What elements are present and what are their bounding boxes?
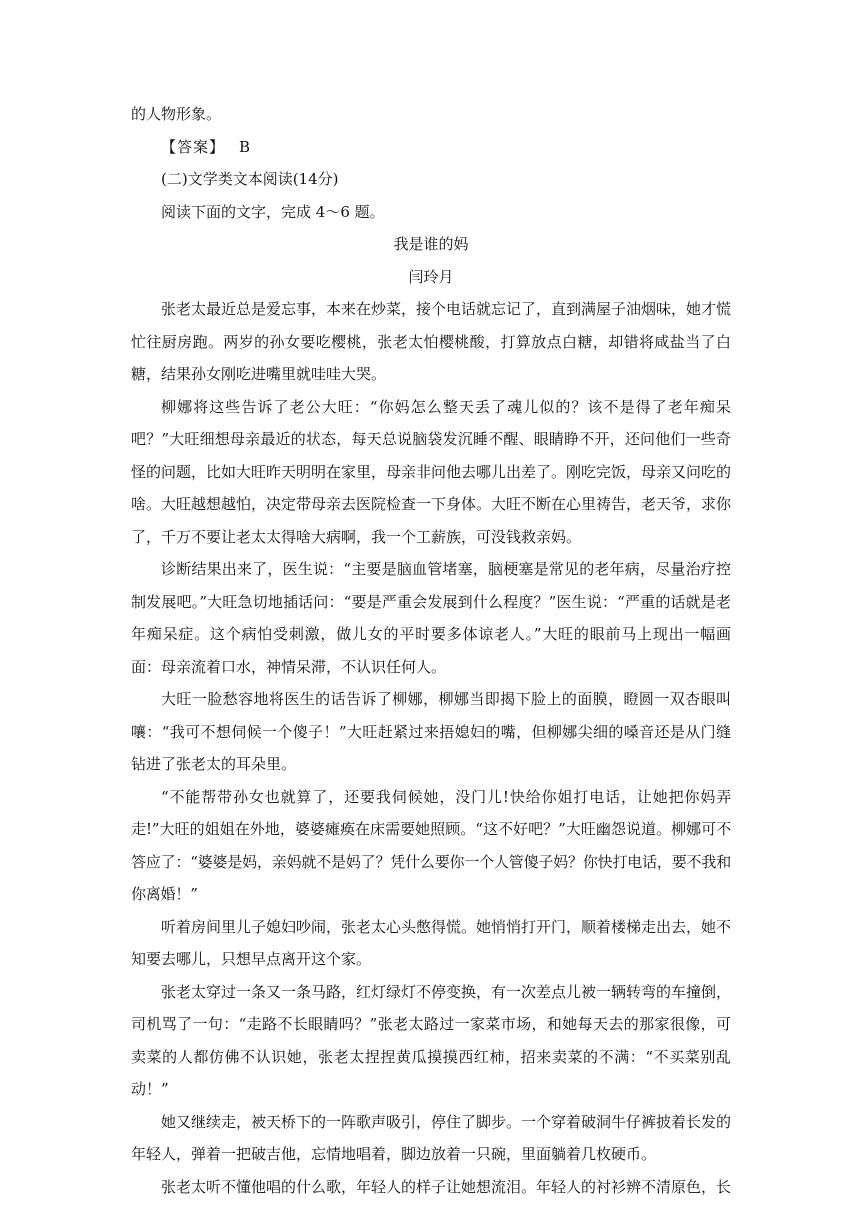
reading-instruction: 阅读下面的文字，完成 4～6 题。: [161, 202, 385, 221]
story-paragraph: 她又继续走，被天桥下的一阵歌声吸引，停住了脚步。一个穿着破洞牛仔裤披着长发的年轻人，弹着一把破吉他，忘情地唱着，脚边放着一只碗，里面躺着几枚硬币。: [131, 1112, 732, 1163]
answer-line: [131, 131, 731, 164]
story-paragraph: 张老太听不懂他唱的什么歌，年轻人的样子让她想流泪。年轻人的衬衫辨不清原色，长: [161, 1177, 732, 1196]
story-paragraph: 张老太最近总是爱忘事，本来在炒菜，接个电话就忘记了，直到满屋子油烟味，她才慌忙往厨房跑。两岁的孙女要吃樱桃，张老太怕樱桃酸，打算放点白糖，却错将咸盐当了白糖，结果孙女刚吃进嘴里就哇哇大哭。: [131, 300, 732, 383]
carryover-line: 的人物形象。: [131, 105, 222, 123]
story-title: 我是谁的妈: [393, 235, 469, 253]
story-paragraph: 诊断结果出来了，医生说：“主要是脑血管堵塞，脑梗塞是常见的老年病，尽量治疗控制发展吧。”大旺急切地插话问：“要是严重会发展到什么程度？”医生说：“严重的话就是老年痴呆症。这个病怕受刺激，做儿女的平时要多体谅老人。”大旺的眼前马上现出一幅画面：母亲流着口水，神情呆滞，不认识任何人。: [131, 560, 731, 676]
answer-value: B: [239, 137, 251, 156]
story-paragraph: “不能帮带孙女也就算了，还要我伺候她，没门儿!快给你姐打电话，让她把你妈弄走!”大旺的姐姐在外地，婆婆瘫痪在床需要她照顾。“这不好吧？”大旺幽怨说道。柳娜可不答应了：“婆婆是妈，亲妈就不是妈了？凭什么要你一个人管傻子妈？你快打电话，要不我和你离婚！”: [131, 787, 731, 903]
story-paragraph: 张老太穿过一条又一条马路，红灯绿灯不停变换，有一次差点儿被一辆转弯的车撞倒，司机骂了一句：“走路不长眼睛吗？”张老太路过一家菜市场，和她每天去的那家很像，可卖菜的人都仿佛不认识她，张老太捏捏黄瓜摸摸西红柿，招来卖菜的不满：“不买菜别乱动！”: [131, 982, 732, 1098]
story-paragraph: 大旺一脸愁容地将医生的话告诉了柳娜，柳娜当即揭下脸上的面膜，瞪圆一双杏眼叫嚷：“我可不想伺候一个傻子！”大旺赶紧过来捂媳妇的嘴，但柳娜尖细的嗓音还是从门缝钻进了张老太的耳朵里。: [131, 690, 731, 773]
story-author: 闫玲月: [408, 267, 454, 286]
answer-label: 【答案】: [161, 137, 226, 156]
section-heading: (二)文学类文本阅读(14分): [161, 170, 339, 188]
story-paragraph: 听着房间里儿子媳妇吵闹，张老太心头憋得慌。她悄悄打开门，顺着楼梯走出去，她不知要去哪儿，只想早点离开这个家。: [131, 917, 732, 968]
document-page: [131, 98, 731, 1203]
story-paragraph: 柳娜将这些告诉了老公大旺：“你妈怎么整天丢了魂儿似的？该不是得了老年痴呆吧？”大旺细想母亲最近的状态，每天总说脑袋发沉睡不醒、眼睛睁不开，还问他们一些奇怪的问题，比如大旺昨天明明在家里，母亲非问他去哪儿出差了。刚吃完饭，母亲又问吃的啥。大旺越想越怕，决定带母亲去医院检查一下身体。大旺不断在心里祷告，老天爷，求你了，千万不要让老太太得啥大病啊，我一个工薪族，可没钱救亲妈。: [131, 397, 732, 546]
